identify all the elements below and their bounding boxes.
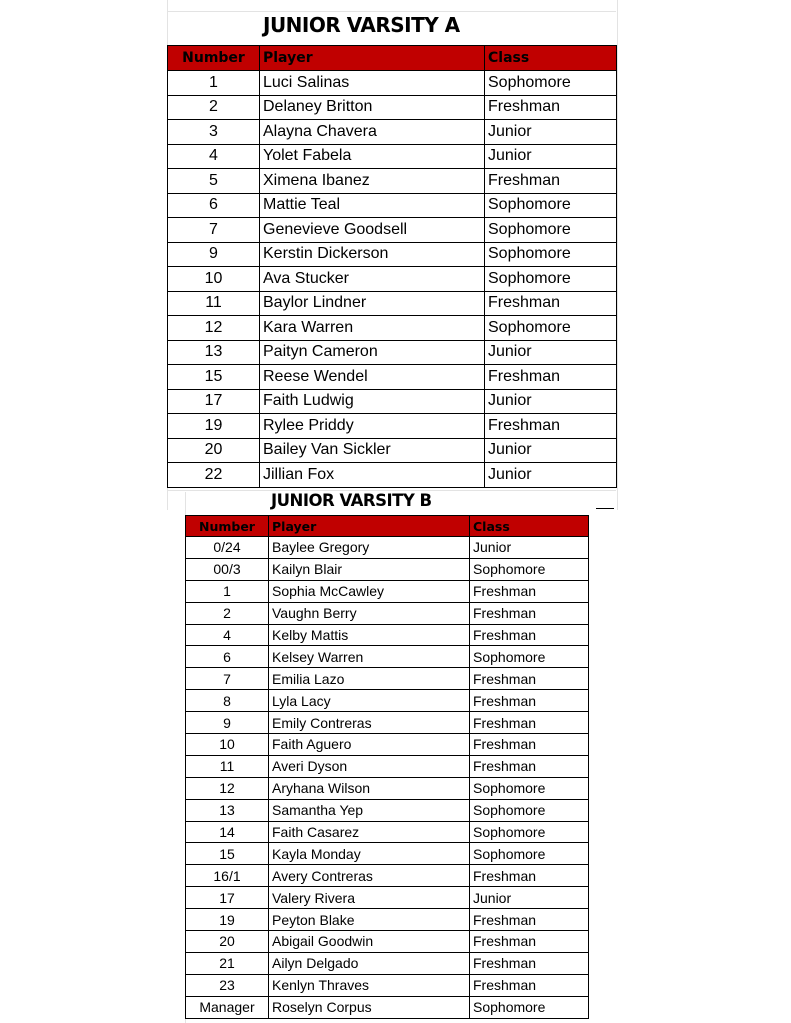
cell-number[interactable]: 00/3 (186, 558, 269, 580)
table-row (186, 887, 589, 909)
cell-player[interactable]: Rylee Priddy (260, 414, 485, 439)
cell-class[interactable]: Junior (485, 120, 617, 145)
table-row (168, 120, 617, 145)
cell-number[interactable]: 1 (168, 71, 260, 96)
table-row (168, 365, 617, 390)
cell-player[interactable]: Vaughn Berry (269, 602, 470, 624)
column-header-number[interactable]: Number (168, 46, 260, 71)
cell-class[interactable]: Sophomore (470, 558, 589, 580)
cell-number[interactable]: 23 (186, 974, 269, 996)
cell-class[interactable]: Sophomore (485, 242, 617, 267)
table-row (186, 777, 589, 799)
table-row (186, 558, 589, 580)
cell-class[interactable]: Sophomore (485, 218, 617, 243)
table-row (168, 316, 617, 341)
table-row (186, 865, 589, 887)
table-row (186, 799, 589, 821)
cell-player[interactable]: Peyton Blake (269, 909, 470, 931)
cell-class[interactable]: Sophomore (485, 193, 617, 218)
cell-player[interactable]: Samantha Yep (269, 799, 470, 821)
cell-player[interactable]: Sophia McCawley (269, 580, 470, 602)
cell-class[interactable]: Freshman (470, 931, 589, 953)
cell-class[interactable]: Freshman (470, 909, 589, 931)
cell-player[interactable]: Delaney Britton (260, 95, 485, 120)
table-row (168, 71, 617, 96)
cell-number[interactable]: 11 (168, 291, 260, 316)
cell-class[interactable]: Freshman (485, 414, 617, 439)
cell-class[interactable]: Sophomore (485, 267, 617, 292)
cell-class[interactable]: Freshman (470, 580, 589, 602)
cell-player[interactable]: Faith Casarez (269, 821, 470, 843)
table-row (168, 144, 617, 169)
cell-player[interactable]: Ailyn Delgado (269, 952, 470, 974)
cell-number[interactable]: 2 (168, 95, 260, 120)
cell-class[interactable]: Freshman (485, 365, 617, 390)
cell-class[interactable]: Junior (485, 144, 617, 169)
cell-player[interactable]: Ava Stucker (260, 267, 485, 292)
cell-player[interactable]: Alayna Chavera (260, 120, 485, 145)
cell-player[interactable]: Emily Contreras (269, 712, 470, 734)
table-row (186, 755, 589, 777)
cell-class[interactable]: Sophomore (470, 843, 589, 865)
gridline (167, 11, 616, 12)
cell-player[interactable]: Kenlyn Thraves (269, 974, 470, 996)
cell-number[interactable]: 20 (168, 438, 260, 463)
cell-player[interactable]: Yolet Fabela (260, 144, 485, 169)
table-row (186, 974, 589, 996)
column-header-class[interactable]: Class (485, 46, 617, 71)
cell-number[interactable]: 3 (168, 120, 260, 145)
cell-class[interactable]: Sophomore (470, 799, 589, 821)
cell-number[interactable]: 7 (186, 668, 269, 690)
table-row (168, 169, 617, 194)
cell-class[interactable]: Freshman (470, 602, 589, 624)
cell-class[interactable]: Freshman (470, 624, 589, 646)
cell-player[interactable]: Bailey Van Sickler (260, 438, 485, 463)
cell-number[interactable]: 15 (168, 365, 260, 390)
cell-player[interactable]: Kelby Mattis (269, 624, 470, 646)
cell-class[interactable]: Junior (485, 340, 617, 365)
table-row (168, 414, 617, 439)
cell-class[interactable]: Sophomore (485, 316, 617, 341)
cell-player[interactable]: Averi Dyson (269, 755, 470, 777)
cell-number[interactable]: 19 (168, 414, 260, 439)
cell-class[interactable]: Junior (470, 537, 589, 559)
cell-class[interactable]: Freshman (470, 974, 589, 996)
cell-number[interactable]: 13 (186, 799, 269, 821)
cell-player[interactable]: Kerstin Dickerson (260, 242, 485, 267)
cell-player[interactable]: Baylor Lindner (260, 291, 485, 316)
cell-class[interactable]: Freshman (485, 169, 617, 194)
cell-player[interactable]: Faith Ludwig (260, 389, 485, 414)
cell-number[interactable]: 12 (186, 777, 269, 799)
cell-player[interactable]: Abigail Goodwin (269, 931, 470, 953)
cell-number[interactable]: 10 (168, 267, 260, 292)
table-row (186, 646, 589, 668)
column-header-class[interactable]: Class (470, 516, 589, 537)
jv-a-roster-body (168, 71, 617, 488)
table-row (186, 821, 589, 843)
cell-player[interactable]: Ximena Ibanez (260, 169, 485, 194)
cell-number[interactable]: 7 (168, 218, 260, 243)
cell-number[interactable]: 20 (186, 931, 269, 953)
cell-player[interactable]: Kayla Monday (269, 843, 470, 865)
cell-player[interactable]: Kara Warren (260, 316, 485, 341)
cell-number[interactable]: 4 (168, 144, 260, 169)
jv-a-roster-table (167, 45, 617, 488)
cell-class[interactable]: Freshman (485, 291, 617, 316)
stray-cell-border (596, 508, 614, 509)
cell-player[interactable]: Kailyn Blair (269, 558, 470, 580)
cell-player[interactable]: Baylee Gregory (269, 537, 470, 559)
cell-player[interactable]: Genevieve Goodsell (260, 218, 485, 243)
table-row (186, 624, 589, 646)
cell-class[interactable]: Junior (485, 438, 617, 463)
cell-number[interactable]: 22 (168, 463, 260, 488)
cell-player[interactable]: Kelsey Warren (269, 646, 470, 668)
table-row (168, 95, 617, 120)
table-header-row (168, 46, 617, 71)
table-row (168, 291, 617, 316)
cell-class[interactable]: Freshman (470, 865, 589, 887)
jv-b-roster-table (185, 515, 589, 1019)
table-row (186, 843, 589, 865)
cell-number[interactable]: 13 (168, 340, 260, 365)
cell-class[interactable]: Sophomore (470, 646, 589, 668)
cell-class[interactable]: Sophomore (485, 71, 617, 96)
table-row (186, 952, 589, 974)
cell-number[interactable]: 17 (168, 389, 260, 414)
table-row (186, 690, 589, 712)
column-header-number[interactable]: Number (186, 516, 269, 537)
cell-number[interactable]: 4 (186, 624, 269, 646)
cell-number[interactable]: 6 (186, 646, 269, 668)
cell-class[interactable]: Sophomore (470, 996, 589, 1018)
cell-number[interactable]: 9 (168, 242, 260, 267)
column-header-player[interactable]: Player (269, 516, 470, 537)
table-row (186, 602, 589, 624)
table-row (168, 242, 617, 267)
cell-number[interactable]: 9 (186, 712, 269, 734)
cell-player[interactable]: Faith Aguero (269, 734, 470, 756)
column-header-player[interactable]: Player (260, 46, 485, 71)
table-row (186, 668, 589, 690)
jv-a-title: JUNIOR VARSITY A (263, 13, 460, 37)
table-row (186, 996, 589, 1018)
cell-number[interactable]: 0/24 (186, 537, 269, 559)
table-row (168, 463, 617, 488)
table-row (186, 537, 589, 559)
cell-number[interactable]: 1 (186, 580, 269, 602)
table-row (186, 712, 589, 734)
cell-player[interactable]: Mattie Teal (260, 193, 485, 218)
cell-player[interactable]: Paityn Cameron (260, 340, 485, 365)
table-row (168, 389, 617, 414)
cell-class[interactable]: Junior (485, 389, 617, 414)
cell-number[interactable]: 21 (186, 952, 269, 974)
cell-number[interactable]: Manager (186, 996, 269, 1018)
table-row (168, 193, 617, 218)
cell-class[interactable]: Freshman (470, 755, 589, 777)
table-row (168, 218, 617, 243)
table-row (186, 734, 589, 756)
cell-number[interactable]: 14 (186, 821, 269, 843)
jv-b-title: JUNIOR VARSITY B (271, 491, 432, 510)
cell-player[interactable]: Lyla Lacy (269, 690, 470, 712)
table-row (168, 340, 617, 365)
cell-class[interactable]: Freshman (470, 668, 589, 690)
cell-player[interactable]: Aryhana Wilson (269, 777, 470, 799)
cell-number[interactable]: 19 (186, 909, 269, 931)
cell-class[interactable]: Freshman (470, 690, 589, 712)
cell-class[interactable]: Freshman (470, 952, 589, 974)
cell-class[interactable]: Junior (485, 463, 617, 488)
table-row (186, 931, 589, 953)
cell-number[interactable]: 5 (168, 169, 260, 194)
cell-number[interactable]: 12 (168, 316, 260, 341)
cell-class[interactable]: Freshman (470, 712, 589, 734)
cell-player[interactable]: Avery Contreras (269, 865, 470, 887)
cell-player[interactable]: Jillian Fox (260, 463, 485, 488)
cell-class[interactable]: Junior (470, 887, 589, 909)
cell-class[interactable]: Freshman (470, 734, 589, 756)
cell-player[interactable]: Roselyn Corpus (269, 996, 470, 1018)
cell-number[interactable]: 6 (168, 193, 260, 218)
table-header-row (186, 516, 589, 537)
table-row (168, 438, 617, 463)
cell-class[interactable]: Freshman (485, 95, 617, 120)
cell-player[interactable]: Reese Wendel (260, 365, 485, 390)
cell-player[interactable]: Valery Rivera (269, 887, 470, 909)
cell-number[interactable]: 15 (186, 843, 269, 865)
cell-number[interactable]: 17 (186, 887, 269, 909)
table-row (186, 909, 589, 931)
cell-number[interactable]: 16/1 (186, 865, 269, 887)
cell-number[interactable]: 2 (186, 602, 269, 624)
cell-class[interactable]: Sophomore (470, 821, 589, 843)
cell-number[interactable]: 10 (186, 734, 269, 756)
cell-player[interactable]: Emilia Lazo (269, 668, 470, 690)
cell-number[interactable]: 11 (186, 755, 269, 777)
jv-b-roster-body (186, 537, 589, 1019)
cell-player[interactable]: Luci Salinas (260, 71, 485, 96)
cell-class[interactable]: Sophomore (470, 777, 589, 799)
table-row (186, 580, 589, 602)
table-row (168, 267, 617, 292)
cell-number[interactable]: 8 (186, 690, 269, 712)
